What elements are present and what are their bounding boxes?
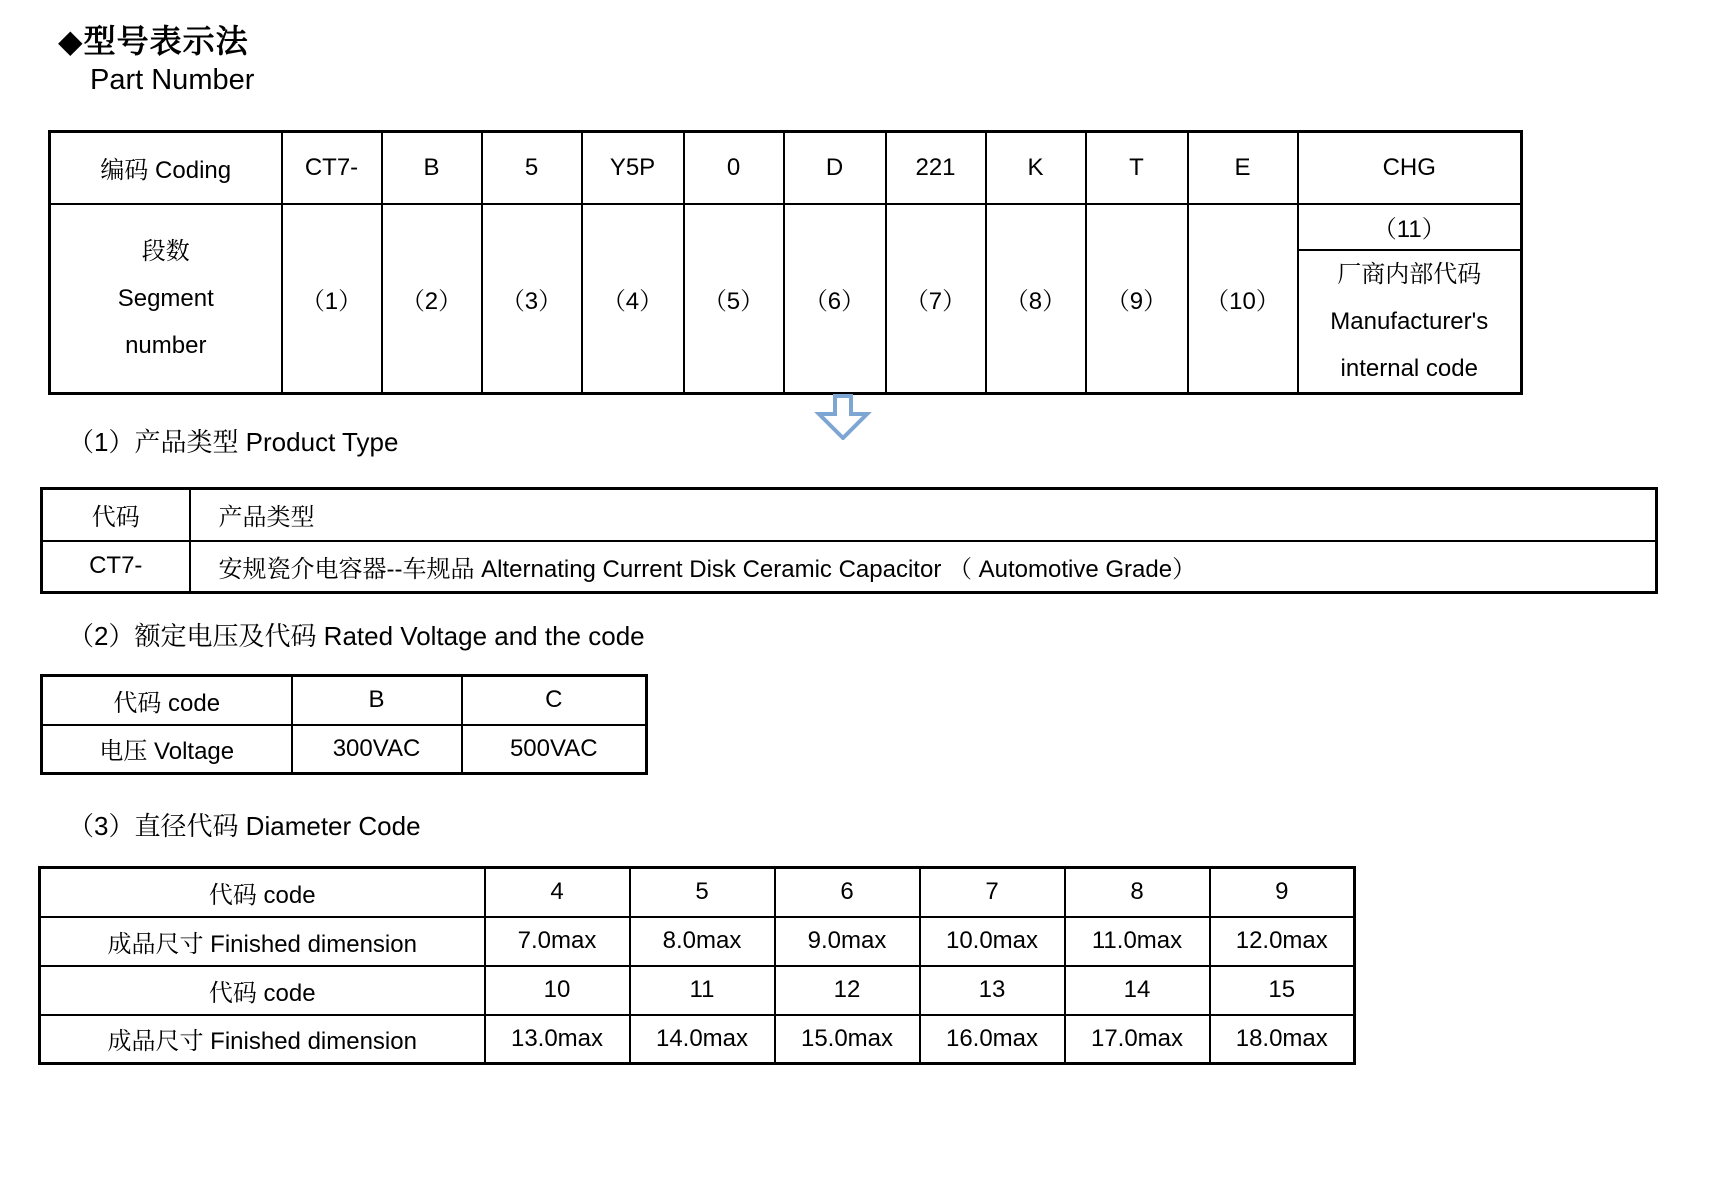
product-type-table: [40, 487, 1658, 594]
segment-cell-9: （9）: [1086, 204, 1188, 394]
diameter-code-cell: 13: [920, 966, 1065, 1015]
segment-label-en-line1: Segment: [117, 284, 214, 312]
code-cell-3: 5: [482, 132, 582, 204]
code-cell-9: T: [1086, 132, 1188, 204]
finished-dimension-cell: 15.0max: [775, 1015, 920, 1064]
segment-cell-11: （11）: [1298, 204, 1522, 250]
coding-values-row: [50, 132, 1522, 204]
finished-dimension-cell: 11.0max: [1065, 917, 1210, 966]
table-row: [40, 868, 1355, 917]
finished-dimension-cell: 9.0max: [775, 917, 920, 966]
finished-dimension-cell: 10.0max: [920, 917, 1065, 966]
code-cell-5: 0: [684, 132, 784, 204]
product-type-code-cell: CT7-: [42, 541, 190, 593]
code-cell-10: E: [1188, 132, 1298, 204]
diameter-code-cell: 14: [1065, 966, 1210, 1015]
product-type-header-type: 产品类型: [190, 489, 1657, 541]
diameter-code-cell: 8: [1065, 868, 1210, 917]
diameter-code-label: 代码 code: [40, 966, 485, 1015]
product-type-description-cell: 安规瓷介电容器--车规品 Alternating Current Disk Ceramic Capacitor （ Automotive Grade）: [190, 541, 1657, 593]
table-row: [40, 1015, 1355, 1064]
segment-cell-8: （8）: [986, 204, 1086, 394]
diameter-code-cell: 7: [920, 868, 1065, 917]
finished-dimension-cell: 8.0max: [630, 917, 775, 966]
segment-cell-2: （2）: [382, 204, 482, 394]
diameter-code-cell: 4: [485, 868, 630, 917]
manufacturer-code-cell: [1298, 250, 1522, 394]
diameter-code-label: 代码 code: [40, 868, 485, 917]
table-row: [42, 489, 1657, 541]
manufacturer-code-en-line1: Manufacturer's: [1330, 307, 1489, 335]
diameter-code-cell: 6: [775, 868, 920, 917]
finished-dimension-label: 成品尺寸 Finished dimension: [40, 917, 485, 966]
code-cell-1: CT7-: [282, 132, 382, 204]
segment-numbers-row: [50, 204, 1522, 250]
finished-dimension-label: 成品尺寸 Finished dimension: [40, 1015, 485, 1064]
voltage-value-label: 电压 Voltage: [42, 725, 292, 774]
diameter-code-cell: 5: [630, 868, 775, 917]
manufacturer-code-en-line2: internal code: [1340, 354, 1478, 382]
table-row: [42, 725, 647, 774]
code-cell-8: K: [986, 132, 1086, 204]
manufacturer-code-zh: 厂商内部代码: [1337, 260, 1482, 288]
segment-cell-7: （7）: [886, 204, 986, 394]
finished-dimension-cell: 17.0max: [1065, 1015, 1210, 1064]
finished-dimension-cell: 16.0max: [920, 1015, 1065, 1064]
code-cell-2: B: [382, 132, 482, 204]
table-row: [40, 917, 1355, 966]
product-type-header-code: 代码: [42, 489, 190, 541]
voltage-code-c: C: [462, 676, 647, 725]
segment-label-en-line2: number: [125, 331, 207, 359]
diameter-code-cell: 11: [630, 966, 775, 1015]
rated-voltage-table: [40, 674, 648, 775]
segment-cell-10: （10）: [1188, 204, 1298, 394]
down-arrow-icon: [811, 394, 875, 445]
diameter-code-cell: 15: [1210, 966, 1355, 1015]
code-cell-6: D: [784, 132, 886, 204]
segment-cell-5: （5）: [684, 204, 784, 394]
diameter-code-cell: 12: [775, 966, 920, 1015]
finished-dimension-cell: 12.0max: [1210, 917, 1355, 966]
finished-dimension-cell: 7.0max: [485, 917, 630, 966]
segment-row-label: [50, 204, 282, 394]
finished-dimension-cell: 13.0max: [485, 1015, 630, 1064]
page-title-zh: ◆型号表示法: [58, 23, 249, 59]
coding-row-label: 编码 Coding: [50, 132, 282, 204]
table-row: [40, 966, 1355, 1015]
voltage-value-b: 300VAC: [292, 725, 462, 774]
code-cell-4: Y5P: [582, 132, 684, 204]
page-title-en: Part Number: [90, 64, 255, 96]
voltage-value-c: 500VAC: [462, 725, 647, 774]
segment-cell-1: （1）: [282, 204, 382, 394]
code-cell-7: 221: [886, 132, 986, 204]
voltage-code-b: B: [292, 676, 462, 725]
section-heading-diameter-code: （3）直径代码 Diameter Code: [68, 811, 421, 841]
finished-dimension-cell: 18.0max: [1210, 1015, 1355, 1064]
voltage-code-label: 代码 code: [42, 676, 292, 725]
segment-cell-4: （4）: [582, 204, 684, 394]
segment-cell-3: （3）: [482, 204, 582, 394]
diameter-code-table: [38, 866, 1356, 1065]
diameter-code-cell: 10: [485, 966, 630, 1015]
section-heading-rated-voltage: （2）额定电压及代码 Rated Voltage and the code: [68, 621, 645, 651]
part-number-coding-table: [48, 130, 1523, 395]
segment-label-zh: 段数: [141, 237, 190, 265]
finished-dimension-cell: 14.0max: [630, 1015, 775, 1064]
table-row: [42, 541, 1657, 593]
diameter-code-cell: 9: [1210, 868, 1355, 917]
table-row: [42, 676, 647, 725]
code-cell-11: CHG: [1298, 132, 1522, 204]
segment-cell-6: （6）: [784, 204, 886, 394]
section-heading-product-type: （1）产品类型 Product Type: [68, 427, 399, 457]
